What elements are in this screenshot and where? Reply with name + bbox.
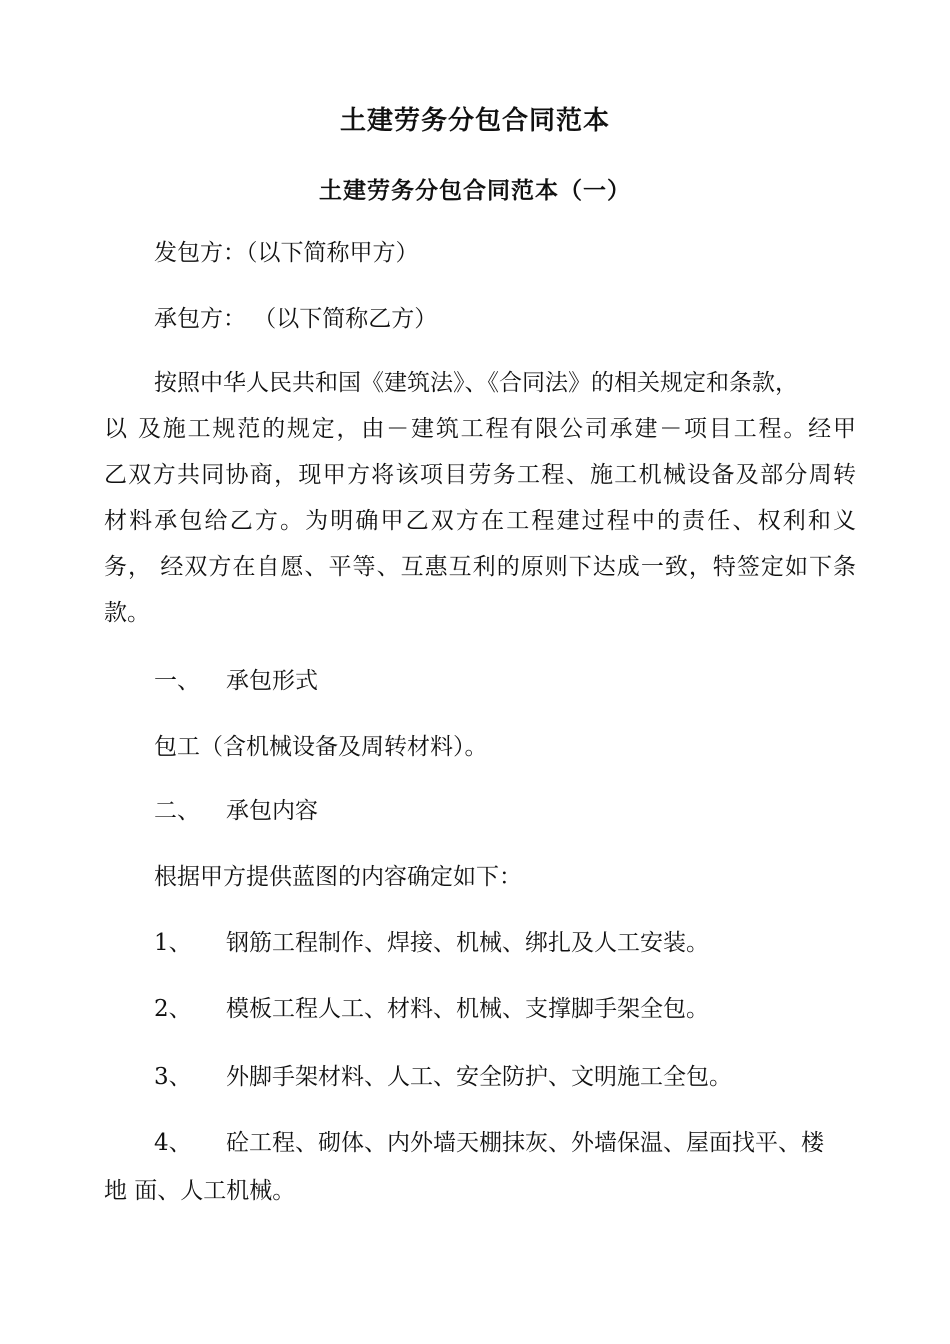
list-item-2 <box>154 994 709 1024</box>
list-item-number: 2、 <box>154 996 192 1022</box>
section-1-title: 承包形式 <box>226 668 318 694</box>
list-item-4-continued: 地 面、人工机械。 <box>104 1178 296 1204</box>
section-1-text: 包工（含机械设备及周转材料）。 <box>154 734 488 760</box>
intro-line-2: 以 及施工规范的规定，由－建筑工程有限公司承建－项目工程。经甲 <box>104 416 856 442</box>
intro-line-4: 材料承包给乙方。为明确甲乙双方在工程建过程中的责任、权利和义 <box>104 508 856 534</box>
section-1-heading <box>154 666 318 696</box>
list-item-1 <box>154 928 709 958</box>
list-item-text: 砼工程、砌体、内外墙天棚抹灰、外墙保温、屋面找平、楼 <box>226 1130 824 1156</box>
section-2-number: 二、 <box>154 798 200 824</box>
intro-line-3: 乙双方共同协商，现甲方将该项目劳务工程、施工机械设备及部分周转 <box>104 462 856 488</box>
document-subtitle: 土建劳务分包合同范本（一） <box>319 178 631 204</box>
list-item-number: 3、 <box>154 1064 192 1090</box>
list-item-number: 1、 <box>154 930 192 956</box>
document-title: 土建劳务分包合同范本 <box>339 106 610 136</box>
list-item-number: 4、 <box>154 1130 192 1156</box>
list-item-text: 钢筋工程制作、焊接、机械、绑扎及人工安装。 <box>226 930 709 956</box>
list-item-text: 模板工程人工、材料、机械、支撑脚手架全包。 <box>226 996 709 1022</box>
intro-line-5: 务， 经双方在自愿、平等、互惠互利的原则下达成一致，特签定如下条 <box>104 554 856 580</box>
section-1-number: 一、 <box>154 668 200 694</box>
list-item-text: 外脚手架材料、人工、安全防护、文明施工全包。 <box>226 1064 732 1090</box>
intro-line-6: 款。 <box>104 600 150 626</box>
list-item-4 <box>154 1128 824 1158</box>
section-2-heading <box>154 796 318 826</box>
intro-line-1: 按照中华人民共和国《建筑法》、《合同法》的相关规定和条款， <box>154 370 798 396</box>
section-2-text: 根据甲方提供蓝图的内容确定如下： <box>154 864 522 890</box>
party-a-line: 发包方：（以下简称甲方） <box>154 240 419 266</box>
section-2-title: 承包内容 <box>226 798 318 824</box>
list-item-3 <box>154 1062 732 1092</box>
party-b-line: 承包方： （以下简称乙方） <box>154 306 438 332</box>
